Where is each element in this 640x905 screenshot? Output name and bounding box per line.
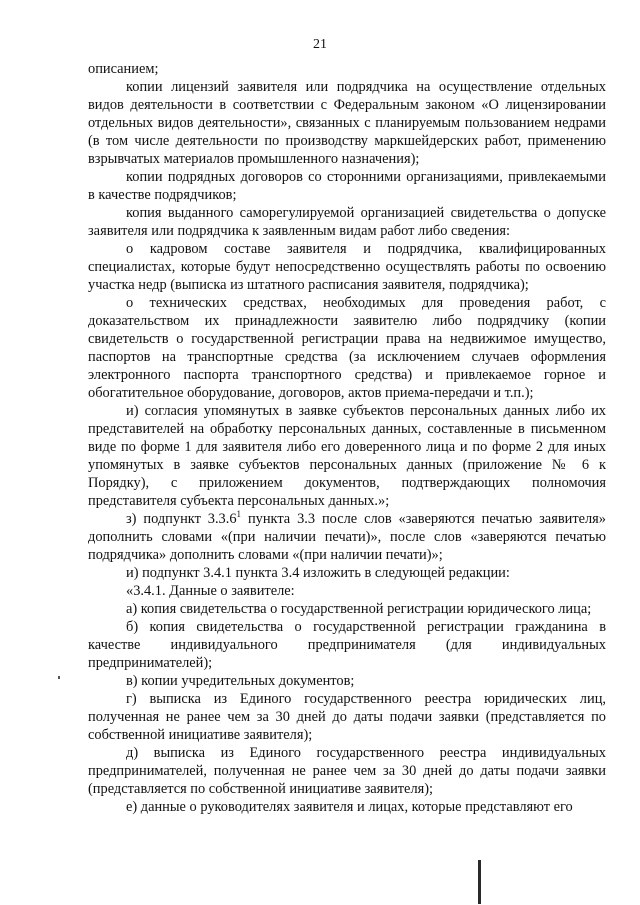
item-z-text-after: пункта 3.3 после слов «заверяются печатью заявителя» дополнить словами «(при наличии печати)», после слов «заверяются печатью подрядчика» дополнить словами «(при наличии печати)»; xyxy=(88,511,606,563)
paragraph-item-d: д) выписка из Единого государственного реестра индивидуальных предпринимателей, полученная не ранее чем за 30 дней до даты подачи заявки (представляется по собственной инициативе заявителя); xyxy=(88,745,606,797)
paragraph-item-i-consent: и) согласия упомянутых в заявке субъектов персональных данных либо их представителей на обработку персональных данных, составленные в письменном виде по форме 1 для заявителя либо его доверенного лица и по форме 2 для иных упомянутых в заявке субъектов персональных данных (приложение № 6 к Порядку), с приложением документов, подтверждающих полномочия представителя субъекта персональных данных.»; xyxy=(88,403,606,509)
paragraph-item-e: е) данные о руководителях заявителя и лицах, которые представляют его xyxy=(126,799,573,815)
paragraph-continuation: описанием; xyxy=(88,61,159,77)
paragraph-item-b: б) копия свидетельства о государственной регистрации гражданина в качестве индивидуального предпринимателя (для индивидуальных предпринимателей); xyxy=(88,619,606,671)
paragraph-item-z xyxy=(88,510,606,564)
document-body xyxy=(88,60,606,816)
scan-artifact-mark xyxy=(478,860,481,904)
item-z-superscript: 1 xyxy=(236,509,242,520)
paragraph-item-g: г) выписка из Единого государственного реестра юридических лиц, полученная не ранее чем за 30 дней до даты подачи заявки (представляется по собственной инициативе заявителя); xyxy=(88,691,606,743)
paragraph-contracts: копии подрядных договоров со сторонними организациями, привлекаемыми в качестве подрядчиков; xyxy=(88,169,606,203)
page-number: 21 xyxy=(313,37,327,52)
paragraph-item-i-new-edition: и) подпункт 3.4.1 пункта 3.4 изложить в следующей редакции: xyxy=(126,565,510,581)
paragraph-technical-means: о технических средствах, необходимых для проведения работ, с доказательством их принадлежности заявителю либо подрядчику (копии свидетельств о государственной регистрации права на недвижимое имущество, паспортов на транспортные средства (за исключением случаев оформления электронного паспорта транспортного средства) и привлекаемое горное и обогатительное оборудование, договоров, актов приема-передачи и т.п.); xyxy=(88,295,606,401)
paragraph-3-4-1-heading: «3.4.1. Данные о заявителе: xyxy=(126,583,295,599)
paragraph-staff-info: о кадровом составе заявителя и подрядчика, квалифицированных специалистах, которые будут непосредственно осуществлять работы по освоению участка недр (выписка из штатного расписания заявителя, подрядчика); xyxy=(88,241,606,293)
item-z-text-before: з) подпункт 3.3.6 xyxy=(126,511,237,527)
paragraph-item-v: в) копии учредительных документов; xyxy=(126,673,355,689)
paragraph-item-a: а) копия свидетельства о государственной регистрации юридического лица; xyxy=(126,601,592,617)
paragraph-sro-certificate: копия выданного саморегулируемой организацией свидетельства о допуске заявителя или подрядчика к заявленным видам работ либо сведения: xyxy=(88,205,606,239)
paragraph-licenses: копии лицензий заявителя или подрядчика на осуществление отдельных видов деятельности в соответствии с Федеральным законом «О лицензировании отдельных видов деятельности», связанных с планируемым пользованием недрами (в том числе деятельности по производству маркшейдерских работ, применению взрывчатых материалов промышленного назначения); xyxy=(88,79,606,167)
scan-artifact-dot xyxy=(58,676,60,679)
